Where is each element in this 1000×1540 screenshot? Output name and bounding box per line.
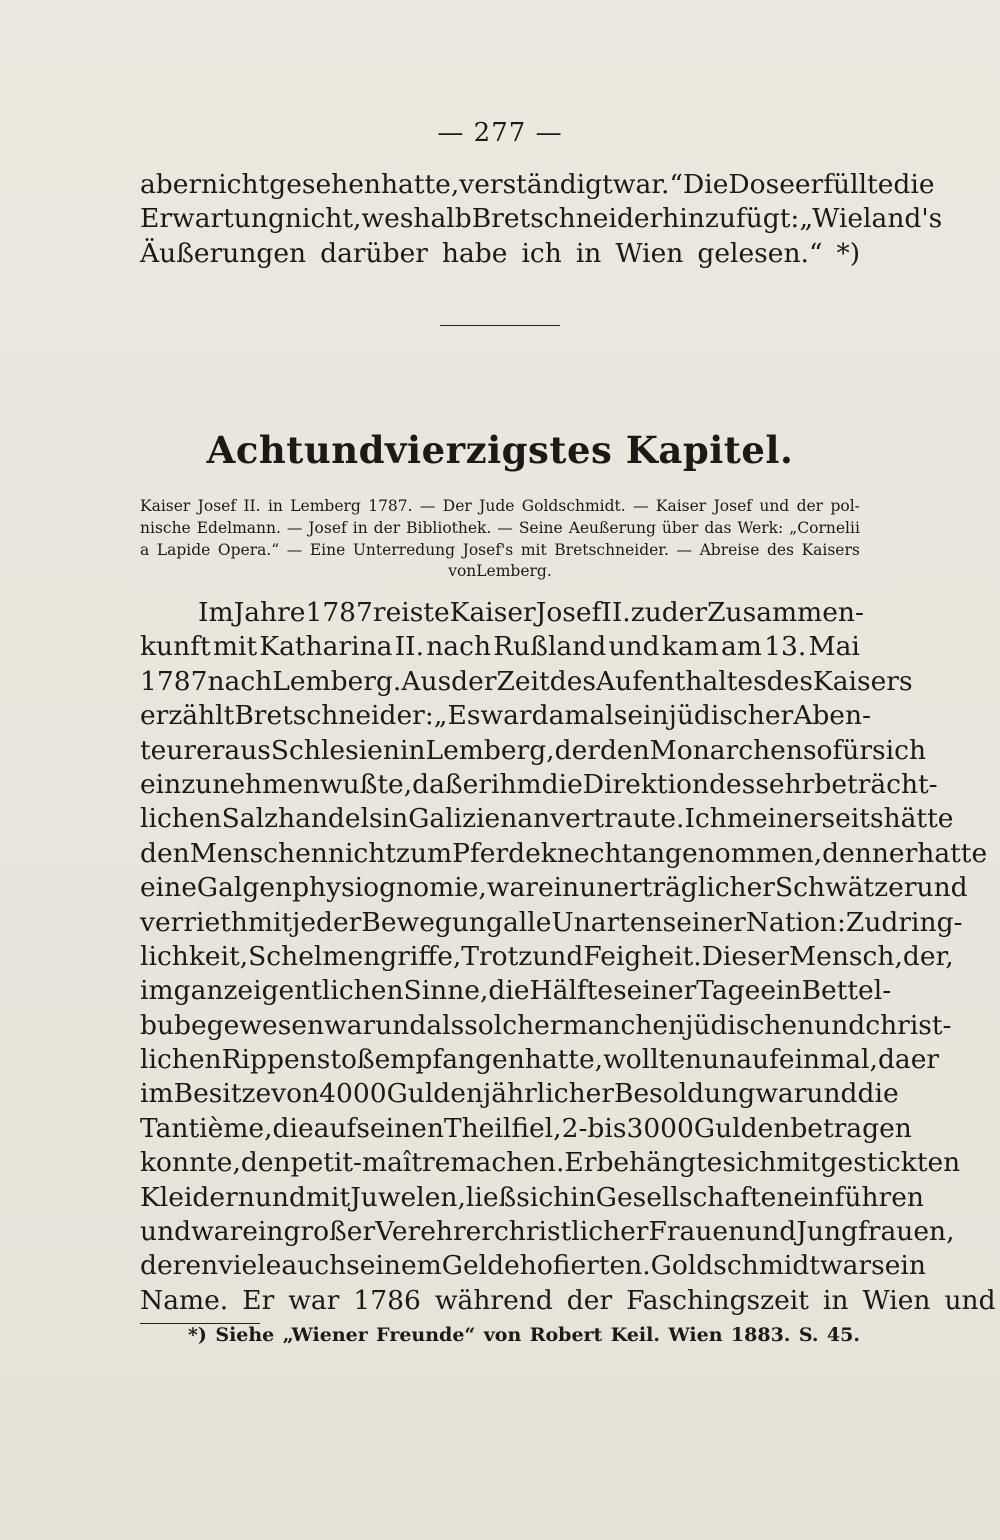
text-line: Kaiser Josef II. in Lemberg 1787. — Der Jude Goldschmidt. — Kaiser Josef und der pol- — [140, 497, 860, 515]
section-divider — [440, 325, 560, 326]
text-line: nische Edelmann. — Josef in der Bibliothek. — Seine Aeußerung über das Werk: „Cornelii — [140, 518, 860, 537]
text-line: Erwartung nicht, weshalb Bretschneider hinzufügt: „Wieland's — [140, 203, 943, 235]
text-line: Kleidern und mit Juwelen, ließ sich in Gesellschaften einführen — [140, 1181, 924, 1213]
text-line: lichen Rippenstoß empfangen hatte, wollte nun auf einmal, da er — [140, 1044, 940, 1076]
footnote: *) Siehe „Wiener Freunde“ von Robert Keil. Wien 1883. S. 45. — [188, 1324, 860, 1346]
text-line: Name. Er war 1786 während der Faschingszeit in Wien und — [140, 1284, 996, 1316]
text-line: verrieth mit jeder Bewegung alle Unarten seiner Nation: Zudring- — [140, 906, 963, 938]
chapter-summary — [140, 496, 860, 583]
text-line: im ganz eigentlichen Sinne, die Hälfte seiner Tage ein Bettel- — [140, 975, 892, 1007]
text-line: einzunehmen wußte, daß er ihm die Direktion des sehr beträcht- — [140, 768, 938, 800]
text-line: Tantième, die auf seinen Theil fiel, 2- bis 3000 Gulden betragen — [140, 1112, 912, 1144]
main-paragraph — [140, 596, 996, 1318]
text-line: lichkeit, Schelmengriffe, Trotz und Feigheit. Dieser Mensch, der, — [140, 940, 954, 972]
text-line: erzählt Bretschneider: „Es war damals ein jüdischer Aben- — [140, 700, 872, 732]
text-line: a Lapide Opera.“ — Eine Unterredung Josef's mit Bretschneider. — Abreise des Kaisers — [140, 540, 860, 559]
text-line: kunft mit Katharina II. nach Rußland und kam am 13. Mai — [140, 631, 860, 663]
text-line: aber nicht gesehen hatte, verständigt war.“ Die Dose erfüllte die — [140, 169, 935, 200]
text-line: und war ein großer Verehrer christlicher Frauen und Jungfrauen, — [140, 1216, 955, 1248]
text-line: Im Jahre 1787 reiste Kaiser Josef II. zu der Zusammen- — [198, 597, 864, 628]
text-line: lichen Salzhandels in Galizien anvertraute. Ich meinerseits hätte — [140, 803, 954, 835]
text-line: 1787 nach Lemberg. Aus der Zeit des Aufenthaltes des Kaisers — [140, 665, 913, 697]
text-line: Äußerungen darüber habe ich in Wien gelesen.“ *) — [140, 237, 861, 269]
text-line: eine Galgenphysiognomie, war ein unerträglicher Schwätzer und — [140, 872, 968, 904]
top-paragraph — [140, 168, 943, 271]
text-line: teurer aus Schlesien in Lemberg, der den Monarchen so für sich — [140, 734, 927, 766]
text-line: den Menschen nicht zum Pferdeknecht angenommen, denn er hatte — [140, 837, 988, 869]
text-line: bube gewesen war und als solcher manchen jüdischen und christ- — [140, 1009, 952, 1041]
text-line: konnte, den petit-maître machen. Er behängte sich mit gestickten — [140, 1147, 961, 1179]
text-line: im Besitze von 4000 Gulden jährlicher Besoldung war und die — [140, 1078, 899, 1110]
chapter-title: Achtundvierzigstes Kapitel. — [206, 428, 794, 472]
text-line: deren viele auch seinem Gelde hofierten. Goldschmidt war sein — [140, 1250, 926, 1282]
text-line: von Lemberg. — [448, 562, 552, 581]
page-number: — 277 — — [437, 118, 563, 148]
